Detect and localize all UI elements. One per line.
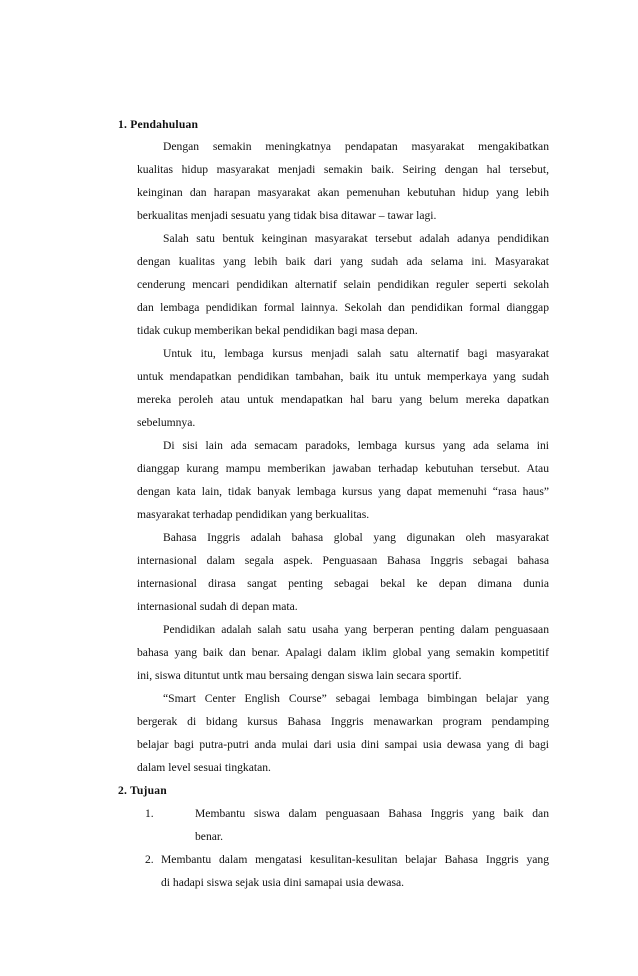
body-line: kualitas hidup masyarakat menjadi semakin baik. Seiring dengan hal tersebut,: [137, 163, 549, 176]
body-line: Untuk itu, lembaga kursus menjadi salah satu alternatif bagi masyarakat: [163, 347, 549, 360]
section-title: Pendahuluan: [130, 118, 199, 131]
body-line: masyarakat terhadap pendidikan yang berkualitas.: [137, 508, 370, 521]
body-line: dengan kata lain, tidak banyak lembaga kursus yang dapat memenuhi “rasa haus”: [137, 485, 549, 498]
body-line: sebelumnya.: [137, 416, 196, 429]
section-heading-tujuan: [118, 784, 167, 797]
body-line: bahasa yang baik dan benar. Apalagi dalam iklim global yang semakin kompetitif: [137, 646, 549, 659]
body-line: dalam level sesuai tingkatan.: [137, 761, 271, 774]
body-line: bergerak di bidang kursus Bahasa Inggris menawarkan program pendamping: [137, 715, 549, 728]
body-line: Salah satu bentuk keinginan masyarakat tersebut adalah adanya pendidikan: [163, 232, 549, 245]
body-line: dan lembaga pendidikan formal lainnya. Sekolah dan pendidikan formal dianggap: [137, 301, 549, 314]
goal-number: 1.: [145, 807, 154, 820]
goal-number: 2.: [145, 853, 154, 866]
body-line: belajar bagi putra-putri anda mulai dari usia dini sampai usia dewasa yang di bagi: [137, 738, 549, 751]
body-line: Bahasa Inggris adalah bahasa global yang digunakan oleh masyarakat: [163, 531, 549, 544]
body-line: keinginan dan harapan masyarakat akan pemenuhan kebutuhan hidup yang lebih: [137, 186, 549, 199]
body-line: Pendidikan adalah salah satu usaha yang berperan penting dalam penguasaan: [163, 623, 549, 636]
body-line: untuk mendapatkan pendidikan tambahan, baik itu untuk memperkaya yang sudah: [137, 370, 549, 383]
body-line: cenderung mencari pendidikan alternatif selain pendidikan reguler seperti sekolah: [137, 278, 549, 291]
body-line: ini, siswa dituntut untk mau bersaing dengan siswa lain secara sportif.: [137, 669, 462, 682]
body-line: internasional sudah di depan mata.: [137, 600, 298, 613]
goal-line: Membantu siswa dalam penguasaan Bahasa Inggris yang baik dan: [195, 807, 549, 820]
body-line: internasional dirasa sangat penting sebagai bekal ke depan dimana dunia: [137, 577, 549, 590]
body-line: berkualitas menjadi sesuatu yang tidak bisa ditawar – tawar lagi.: [137, 209, 437, 222]
section-number: 2.: [118, 784, 128, 797]
goal-line: benar.: [195, 830, 224, 843]
body-line: “Smart Center English Course” sebagai lembaga bimbingan belajar yang: [163, 692, 549, 705]
body-line: tidak cukup memberikan bekal pendidikan bagi masa depan.: [137, 324, 418, 337]
body-line: Dengan semakin meningkatnya pendapatan masyarakat mengakibatkan: [163, 140, 549, 153]
body-line: Di sisi lain ada semacam paradoks, lembaga kursus yang ada selama ini: [163, 439, 549, 452]
body-line: mereka peroleh atau untuk mendapatkan hal baru yang belum mereka dapatkan: [137, 393, 549, 406]
section-title: Tujuan: [130, 784, 167, 797]
body-line: internasional dalam segala aspek. Penguasaan Bahasa Inggris sebagai bahasa: [137, 554, 549, 567]
goal-line: Membantu dalam mengatasi kesulitan-kesulitan belajar Bahasa Inggris yang: [161, 853, 549, 866]
body-line: dianggap kurang mampu memberikan jawaban terhadap kebutuhan tersebut. Atau: [137, 462, 549, 475]
body-line: dengan kualitas yang lebih baik dari yang sudah ada selama ini. Masyarakat: [137, 255, 549, 268]
section-number: 1.: [118, 118, 128, 131]
goal-line: di hadapi siswa sejak usia dini samapai usia dewasa.: [161, 876, 405, 889]
section-heading-pendahuluan: [118, 118, 198, 131]
